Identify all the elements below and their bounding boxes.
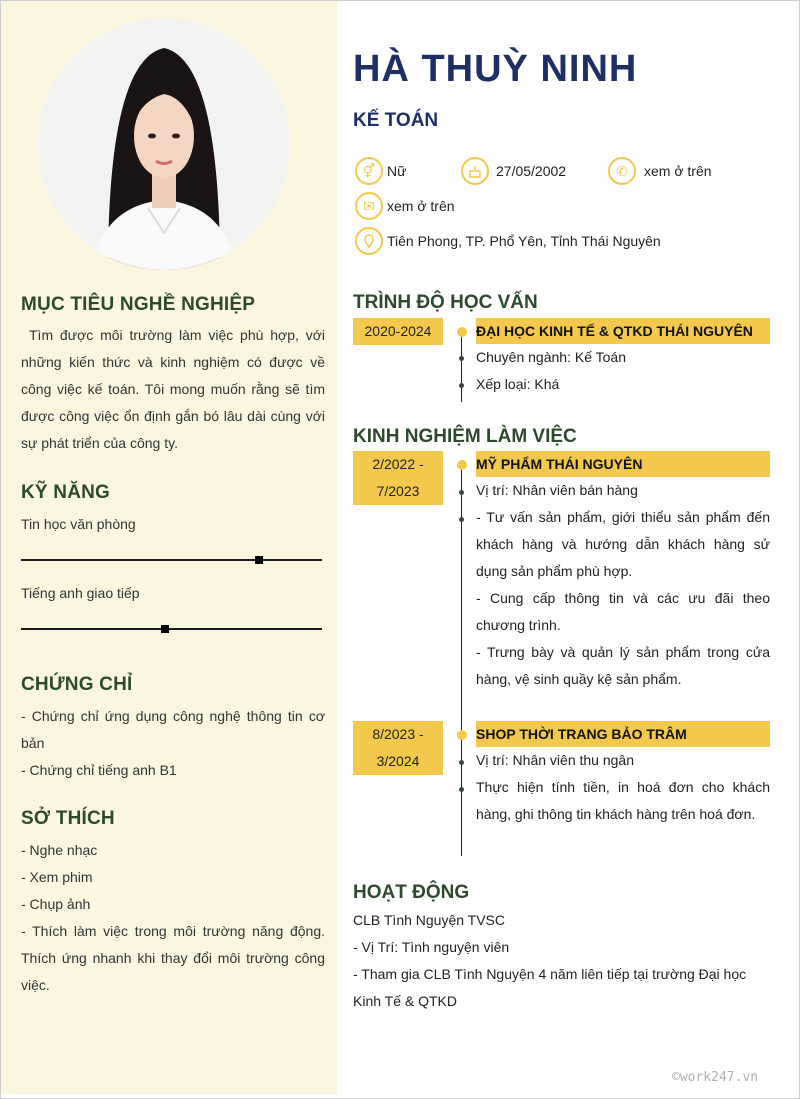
activity-club: CLB Tình Nguyện TVSC [353, 912, 506, 928]
certificate-item: - Chứng chỉ ứng dụng công nghệ thông tin cơ bản [21, 708, 325, 751]
cake-icon [461, 157, 489, 185]
birthday-value: 27/05/2002 [496, 163, 567, 179]
job-duties: - Tư vấn sản phẩm, giới thiểu sản phẩm đến khách hàng và hướng dẫn khách hàng sử dụng sản phẩm phù hợp. - Cung cấp thông tin và các ưu đãi theo chương trình. - Trưng bày và quản lý sản phẩm trong cửa hàng, vệ sinh quầy kệ sản phẩm. [476, 509, 770, 687]
job-duties: Thực hiện tính tiền, in hoá đơn cho khách hàng, ghi thông tin khách hàng trên hoá đơn. [476, 779, 770, 822]
job-date-start: 2/2022 - [372, 456, 424, 472]
map-icon [355, 227, 383, 255]
profile-photo [38, 18, 290, 270]
job-date-end: 3/2024 [376, 753, 420, 769]
timeline-bullet [459, 517, 464, 522]
job-company: SHOP THỜI TRANG BẢO TRÂM [476, 721, 770, 747]
hobbies-title: SỞ THÍCH [21, 808, 115, 829]
hobby-item: - Xem phim [21, 869, 93, 885]
skill-bar-office [21, 559, 322, 561]
phone-value: xem ở trên [644, 163, 712, 179]
watermark: ©work247.vn [672, 1070, 759, 1085]
hobby-item: - Chụp ảnh [21, 896, 91, 912]
activity-role: - Vị Trí: Tình nguyện viên [353, 939, 510, 955]
education-school: ĐẠI HỌC KINH TẾ & QTKD THÁI NGUYÊN [476, 318, 770, 344]
hobby-item: - Thích làm việc trong môi trường năng động. Thích ứng nhanh khi thay đổi môi trường công việc. [21, 923, 325, 993]
education-major: Chuyên ngành: Kế Toán [476, 349, 626, 365]
skill-bar-english [21, 628, 322, 630]
job-company: MỸ PHẨM THÁI NGUYÊN [476, 451, 770, 477]
job-date-start: 8/2023 - [372, 726, 424, 742]
timeline-bullet [459, 490, 464, 495]
timeline-bullet [459, 356, 464, 361]
timeline-line [461, 330, 462, 402]
mail-icon: ✉ [355, 192, 383, 220]
timeline-dot [457, 460, 467, 470]
timeline-dot [457, 730, 467, 740]
job-title: KẾ TOÁN [353, 110, 439, 131]
gender-icon: ⚥ [355, 157, 383, 185]
timeline-bullet [459, 787, 464, 792]
job-date [353, 451, 443, 505]
skills-title: KỸ NĂNG [21, 482, 111, 503]
timeline-dot [457, 327, 467, 337]
experience-title: KINH NGHIỆM LÀM VIỆC [353, 426, 577, 447]
gender-value: Nữ [387, 163, 407, 179]
education-title: TRÌNH ĐỘ HỌC VẤN [353, 292, 538, 313]
job-position: Vị trí: Nhân viên thu ngân [476, 752, 634, 768]
address-value: Tiên Phong, TP. Phổ Yên, Tỉnh Thái Nguyên [387, 233, 661, 249]
skill-label: Tiếng anh giao tiếp [21, 585, 140, 601]
candidate-name: HÀ THUỲ NINH [353, 48, 638, 90]
job-position: Vị trí: Nhân viên bán hàng [476, 482, 638, 498]
education-date: 2020-2024 [353, 318, 443, 345]
objective-title: MỤC TIÊU NGHỀ NGHIỆP [21, 294, 256, 315]
job-date [353, 721, 443, 775]
phone-icon: ✆ [608, 157, 636, 185]
education-rank: Xếp loại: Khá [476, 376, 560, 392]
certificate-item: - Chứng chỉ tiếng anh B1 [21, 762, 177, 778]
certificates-title: CHỨNG CHỈ [21, 674, 133, 695]
skill-level-marker [255, 556, 263, 564]
objective-text: Tìm được môi trường làm việc phù hợp, với những kiến thức và kinh nghiệm có được về công việc kế toán. Tôi mong muốn rằng sẽ tìm được công việc ổn định gắn bó lâu dài cùng với sự phát triển của công ty. [21, 327, 325, 451]
timeline-bullet [459, 760, 464, 765]
activities-title: HOẠT ĐỘNG [353, 882, 470, 903]
hobby-item: - Nghe nhạc [21, 842, 98, 858]
email-value: xem ở trên [387, 198, 455, 214]
job-date-end: 7/2023 [376, 483, 420, 499]
activity-detail: - Tham gia CLB Tình Nguyện 4 năm liên tiếp tại trường Đại học Kinh Tế & QTKD [353, 966, 747, 1009]
skill-level-marker [161, 625, 169, 633]
timeline-bullet [459, 383, 464, 388]
skill-label: Tin học văn phòng [21, 516, 136, 532]
